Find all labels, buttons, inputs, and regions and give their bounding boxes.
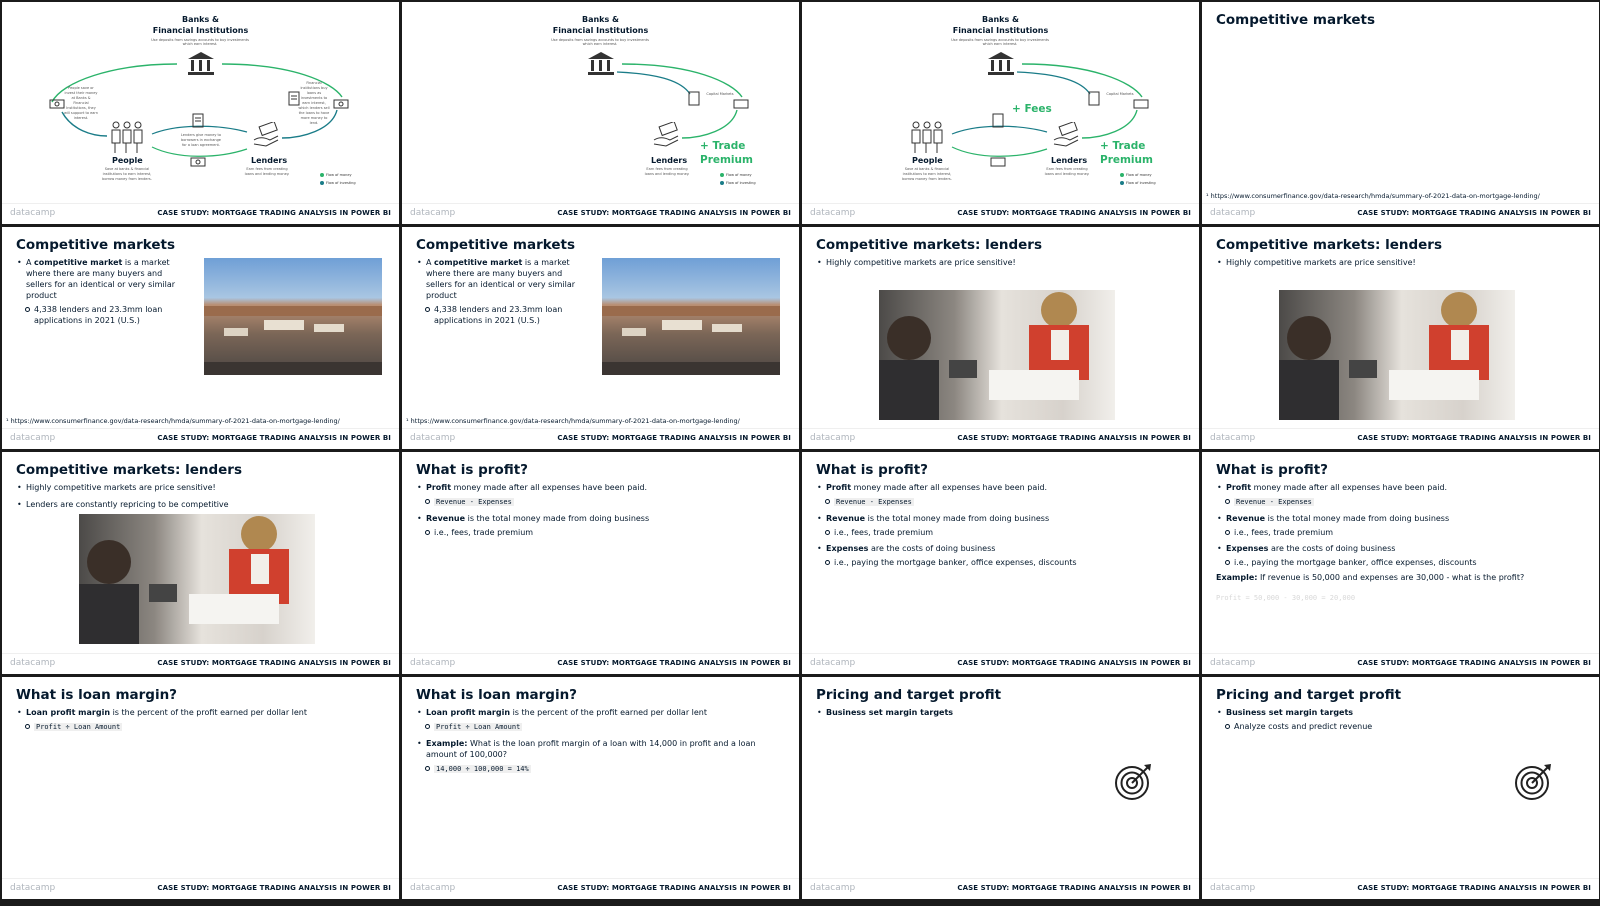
bank-icon — [187, 50, 215, 82]
bank-icon — [987, 50, 1015, 82]
bullet-item: • Highly competitive markets are price sensitive! — [1216, 257, 1586, 268]
slide-loan-margin-2[interactable] — [402, 677, 799, 899]
slide-title: Competitive markets: lenders — [816, 237, 1042, 253]
slide-competitive-markets-title[interactable] — [1202, 2, 1599, 224]
sub-bullet-item: Revenue - Expenses — [416, 496, 786, 508]
sub-bullet-item: i.e., paying the mortgage banker, office expenses, discounts — [1216, 557, 1586, 568]
slide-competitive-lenders-repricing[interactable] — [2, 452, 399, 674]
example-answer: Profit = 50,000 - 30,000 = 20,000 — [1216, 594, 1356, 602]
sub-bullet-item: i.e., fees, trade premium — [416, 527, 786, 538]
document-icon — [992, 113, 1004, 132]
bullet-list — [16, 257, 186, 328]
slide-competitive-lenders[interactable] — [1202, 227, 1599, 449]
bullet-item: • Business set margin targets — [816, 707, 1186, 718]
course-title: CASE STUDY: MORTGAGE TRADING ANALYSIS IN POWER BI — [1357, 659, 1591, 667]
diagram-subtitle: Use deposits from savings accounts to buy investments which earn interest. — [551, 38, 649, 46]
slide-footer — [2, 428, 399, 449]
datacamp-logo: datacamp — [810, 658, 856, 668]
market-square-photo — [204, 258, 382, 375]
bullet-item: • Profit money made after all expenses have been paid. — [416, 482, 786, 493]
bullet-list — [416, 257, 586, 328]
bullet-list — [1216, 707, 1586, 734]
datacamp-logo: datacamp — [410, 433, 456, 443]
bullet-item: • Business set margin targets — [1216, 707, 1586, 718]
slide-competitive-markets[interactable] — [2, 227, 399, 449]
handshake-photo — [79, 514, 315, 644]
legend-investing: Flow of investing — [320, 181, 356, 185]
bullet-item: • Revenue is the total money made from doing business — [816, 513, 1186, 524]
slide-footer — [802, 428, 1199, 449]
lenders-label: Lenders — [251, 156, 288, 165]
bullet-item: • Highly competitive markets are price sensitive! — [816, 257, 1186, 268]
course-title: CASE STUDY: MORTGAGE TRADING ANALYSIS IN POWER BI — [157, 884, 391, 892]
sub-bullet-item: 4,338 lenders and 23.3mm loan applications in 2021 (U.S.) — [16, 304, 186, 326]
datacamp-logo: datacamp — [410, 658, 456, 668]
sub-bullet-item: 4,338 lenders and 23.3mm loan applications in 2021 (U.S.) — [416, 304, 586, 326]
slide-loan-margin-1[interactable] — [2, 677, 399, 899]
lenders-label: Lenders — [1051, 156, 1088, 165]
lenders-description: Earn fees from creating loans and lending money. — [244, 167, 290, 176]
people-label: People — [112, 156, 143, 165]
hand-money-icon — [1052, 122, 1080, 152]
slide-diagram-trade-premium[interactable] — [402, 2, 799, 224]
people-label: People — [912, 156, 943, 165]
trade-premium-label: + Trade Premium — [1100, 140, 1153, 166]
bullet-list — [816, 707, 1186, 721]
bullet-list — [1216, 482, 1586, 604]
slide-diagram-fees[interactable] — [802, 2, 1199, 224]
datacamp-logo: datacamp — [1210, 208, 1256, 218]
course-title: CASE STUDY: MORTGAGE TRADING ANALYSIS IN POWER BI — [157, 659, 391, 667]
slide-title: Competitive markets: lenders — [1216, 237, 1442, 253]
slide-pricing-target-1[interactable] — [802, 677, 1199, 899]
example-text: Example: If revenue is 50,000 and expenses are 30,000 - what is the profit? — [1216, 573, 1525, 582]
bullet-item: • Loan profit margin is the percent of the profit earned per dollar lent — [16, 707, 386, 718]
diagram-title: Banks & Financial Institutions — [152, 15, 249, 35]
bullet-item: • A competitive market is a market where there are many buyers and sellers for an identical or very similar product — [16, 257, 186, 301]
slide-what-is-profit-1[interactable] — [402, 452, 799, 674]
lenders-label: Lenders — [651, 156, 688, 165]
cash-icon — [333, 94, 349, 113]
document-icon — [688, 91, 700, 110]
course-title: CASE STUDY: MORTGAGE TRADING ANALYSIS IN POWER BI — [1357, 884, 1591, 892]
people-note: People save or invest their money at Banks & Financial Institutions, they will support to earn interest. — [64, 86, 98, 120]
lenders-description: Earn fees from creating loans and lending money. — [644, 167, 690, 176]
bullet-list — [416, 707, 786, 777]
fi-note: Financial institutions buy loans as investments to earn interest, which lenders sell the loans to have more money to lend. — [298, 81, 330, 125]
slide-what-is-profit-2[interactable] — [802, 452, 1199, 674]
people-icon — [109, 120, 145, 158]
legend-money: Flow of money — [1120, 173, 1152, 177]
bullet-item: • Highly competitive markets are price sensitive! — [16, 482, 386, 493]
course-title: CASE STUDY: MORTGAGE TRADING ANALYSIS IN POWER BI — [1357, 209, 1591, 217]
datacamp-logo: datacamp — [10, 883, 56, 893]
sub-bullet-item: Revenue - Expenses — [816, 496, 1186, 508]
diagram-title: Banks & Financial Institutions — [952, 15, 1049, 35]
bullet-item: • Lenders are constantly repricing to be competitive — [16, 499, 386, 510]
sub-bullet-item: i.e., fees, trade premium — [816, 527, 1186, 538]
datacamp-logo: datacamp — [1210, 658, 1256, 668]
datacamp-logo: datacamp — [410, 883, 456, 893]
cash-icon — [1133, 94, 1149, 113]
cash-icon — [49, 94, 65, 113]
sub-bullet-item: 14,000 ÷ 100,000 = 14% — [416, 763, 786, 775]
footnote-link[interactable]: ¹ https://www.consumerfinance.gov/data-research/hmda/summary-of-2021-data-on-mortgage-lending/ — [1206, 192, 1540, 200]
slide-footer — [2, 653, 399, 674]
slide-title: What is loan margin? — [416, 687, 578, 703]
slide-diagram-full[interactable] — [2, 2, 399, 224]
slide-footer — [802, 653, 1199, 674]
hand-money-icon — [252, 122, 280, 152]
bullet-item: • Revenue is the total money made from doing business — [416, 513, 786, 524]
flow-arrows — [402, 2, 799, 224]
slide-competitive-markets[interactable] — [402, 227, 799, 449]
datacamp-logo: datacamp — [810, 208, 856, 218]
datacamp-logo: datacamp — [810, 883, 856, 893]
course-title: CASE STUDY: MORTGAGE TRADING ANALYSIS IN POWER BI — [957, 659, 1191, 667]
slide-footer — [2, 203, 399, 224]
datacamp-logo: datacamp — [10, 433, 56, 443]
datacamp-logo: datacamp — [410, 208, 456, 218]
course-title: CASE STUDY: MORTGAGE TRADING ANALYSIS IN POWER BI — [557, 209, 791, 217]
target-icon — [1114, 761, 1154, 805]
bullet-list — [16, 482, 386, 513]
bullet-item: • Profit money made after all expenses have been paid. — [816, 482, 1186, 493]
slide-footer — [802, 203, 1199, 224]
slide-title: What is profit? — [1216, 462, 1329, 478]
trade-premium-label: + Trade Premium — [700, 140, 753, 166]
bullet-item: • Loan profit margin is the percent of the profit earned per dollar lent — [416, 707, 786, 718]
capital-markets-label: Capital Markets — [1106, 92, 1134, 96]
slide-footer — [1202, 878, 1599, 899]
slide-footer — [2, 878, 399, 899]
course-title: CASE STUDY: MORTGAGE TRADING ANALYSIS IN POWER BI — [157, 434, 391, 442]
bank-icon — [587, 50, 615, 82]
people-description: Save at banks & financial institutions to earn interest, borrow money from lenders. — [902, 167, 952, 181]
bullet-item: • Example: What is the loan profit margin of a loan with 14,000 in profit and a loan amount of 100,000? — [416, 738, 786, 760]
diagram-title: Banks & Financial Institutions — [552, 15, 649, 35]
sub-bullet-item: Profit ÷ Loan Amount — [16, 721, 386, 733]
bullet-list — [816, 257, 1186, 271]
bullet-item: • Expenses are the costs of doing business — [1216, 543, 1586, 554]
cash-icon — [190, 152, 206, 171]
slide-title: What is profit? — [416, 462, 529, 478]
footnote-link[interactable]: ¹ https://www.consumerfinance.gov/data-research/hmda/summary-of-2021-data-on-mortgage-lending/ — [6, 417, 340, 425]
slide-footer — [1202, 203, 1599, 224]
lenders-description: Earn fees from creating loans and lending money. — [1044, 167, 1090, 176]
document-icon — [192, 113, 204, 132]
bullet-list — [816, 482, 1186, 570]
diagram-subtitle: Use deposits from savings accounts to buy investments which earn interest. — [951, 38, 1049, 46]
footnote-link[interactable]: ¹ https://www.consumerfinance.gov/data-research/hmda/summary-of-2021-data-on-mortgage-lending/ — [406, 417, 740, 425]
document-icon — [1088, 91, 1100, 110]
handshake-photo — [879, 290, 1115, 420]
course-title: CASE STUDY: MORTGAGE TRADING ANALYSIS IN POWER BI — [957, 434, 1191, 442]
bullet-list — [416, 482, 786, 540]
slide-footer — [802, 878, 1199, 899]
sub-bullet-item: Analyze costs and predict revenue — [1216, 721, 1586, 732]
bullet-item: • Profit money made after all expenses have been paid. — [1216, 482, 1586, 493]
sub-bullet-item: Revenue - Expenses — [1216, 496, 1586, 508]
datacamp-logo: datacamp — [1210, 883, 1256, 893]
slide-title: Competitive markets: lenders — [16, 462, 242, 478]
course-title: CASE STUDY: MORTGAGE TRADING ANALYSIS IN POWER BI — [557, 434, 791, 442]
slide-footer — [402, 653, 799, 674]
lenders-note: Lenders give money to borrowers in exchange for a loan agreement. — [180, 133, 222, 147]
bullet-item: • Expenses are the costs of doing business — [816, 543, 1186, 554]
target-icon — [1514, 761, 1554, 805]
legend-money: Flow of money — [320, 173, 352, 177]
capital-markets-label: Capital Markets — [706, 92, 734, 96]
people-description: Save at banks & financial institutions to earn interest, borrow money from lenders. — [102, 167, 152, 181]
datacamp-logo: datacamp — [10, 658, 56, 668]
bullet-list — [16, 707, 386, 735]
sub-bullet-item: i.e., paying the mortgage banker, office expenses, discounts — [816, 557, 1186, 568]
people-icon — [909, 120, 945, 158]
slide-title: What is loan margin? — [16, 687, 178, 703]
slide-footer — [402, 428, 799, 449]
course-title: CASE STUDY: MORTGAGE TRADING ANALYSIS IN POWER BI — [957, 884, 1191, 892]
slide-footer — [402, 878, 799, 899]
legend-investing: Flow of investing — [720, 181, 756, 185]
fees-label: + Fees — [1012, 103, 1052, 115]
datacamp-logo: datacamp — [10, 208, 56, 218]
slide-pricing-target-2[interactable] — [1202, 677, 1599, 899]
bullet-list — [1216, 257, 1586, 271]
legend-investing: Flow of investing — [1120, 181, 1156, 185]
course-title: CASE STUDY: MORTGAGE TRADING ANALYSIS IN POWER BI — [557, 659, 791, 667]
course-title: CASE STUDY: MORTGAGE TRADING ANALYSIS IN POWER BI — [557, 884, 791, 892]
handshake-photo — [1279, 290, 1515, 420]
slide-what-is-profit-3[interactable] — [1202, 452, 1599, 674]
course-title: CASE STUDY: MORTGAGE TRADING ANALYSIS IN POWER BI — [957, 209, 1191, 217]
slide-footer — [1202, 428, 1599, 449]
slide-footer — [402, 203, 799, 224]
diagram-subtitle: Use deposits from savings accounts to buy investments which earn interest. — [151, 38, 249, 46]
sub-bullet-item: i.e., fees, trade premium — [1216, 527, 1586, 538]
slide-title: Competitive markets — [16, 237, 175, 253]
course-title: CASE STUDY: MORTGAGE TRADING ANALYSIS IN POWER BI — [1357, 434, 1591, 442]
datacamp-logo: datacamp — [1210, 433, 1256, 443]
market-square-photo — [602, 258, 780, 375]
bullet-item: • A competitive market is a market where there are many buyers and sellers for an identical or very similar product — [416, 257, 586, 301]
cash-icon — [733, 94, 749, 113]
slide-title: Competitive markets — [1216, 12, 1375, 28]
datacamp-logo: datacamp — [810, 433, 856, 443]
slide-competitive-lenders[interactable] — [802, 227, 1199, 449]
slide-footer — [1202, 653, 1599, 674]
slide-title: What is profit? — [816, 462, 929, 478]
slide-title: Pricing and target profit — [1216, 687, 1402, 703]
cash-icon — [990, 152, 1006, 171]
slide-title: Pricing and target profit — [816, 687, 1002, 703]
sub-bullet-item: Profit ÷ Loan Amount — [416, 721, 786, 733]
slide-title: Competitive markets — [416, 237, 575, 253]
hand-money-icon — [652, 122, 680, 152]
course-title: CASE STUDY: MORTGAGE TRADING ANALYSIS IN POWER BI — [157, 209, 391, 217]
legend-money: Flow of money — [720, 173, 752, 177]
bullet-item: • Revenue is the total money made from doing business — [1216, 513, 1586, 524]
